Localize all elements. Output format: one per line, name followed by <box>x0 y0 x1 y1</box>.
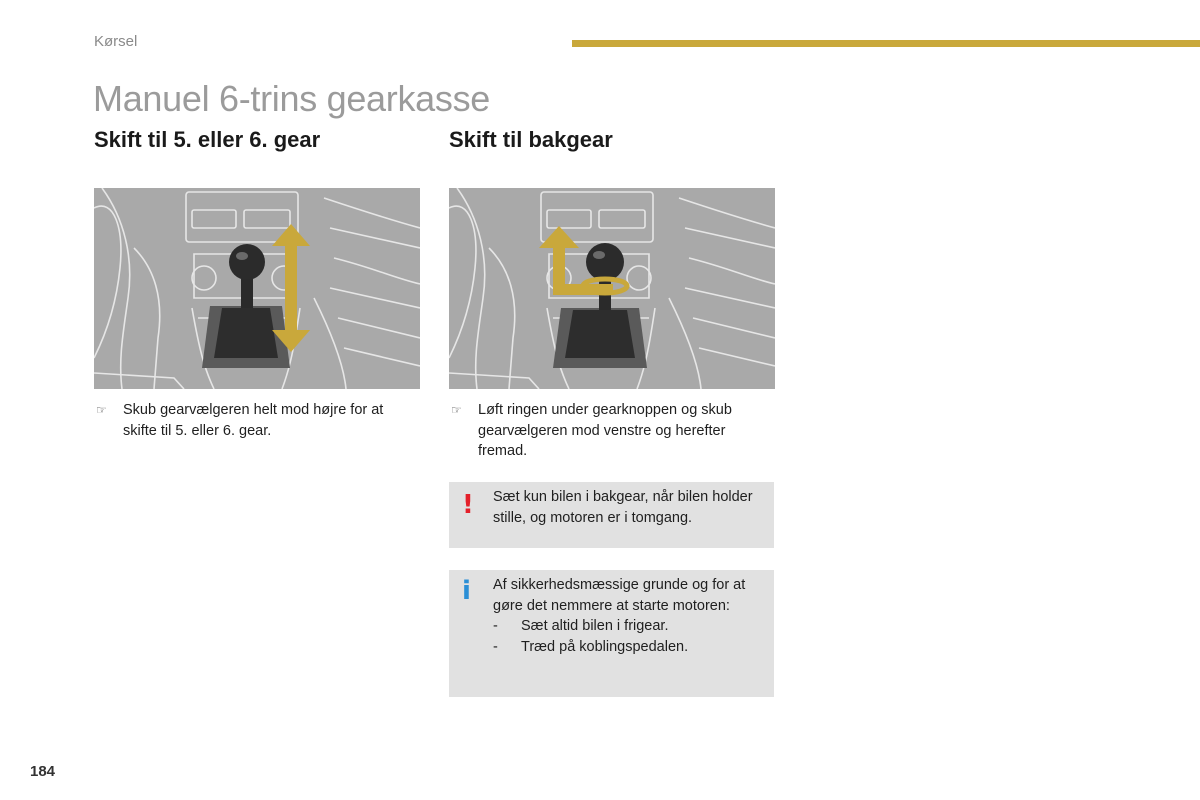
info-icon: i <box>462 576 471 606</box>
header-accent-bar <box>572 40 1200 47</box>
list-dash: - <box>493 638 498 655</box>
list-item <box>493 637 768 658</box>
info-box <box>449 570 774 697</box>
section-label: Kørsel <box>94 33 138 50</box>
info-text: Af sikkerhedsmæssige grunde og for at gøre det nemmere at starte motoren: <box>493 577 746 614</box>
list-item <box>493 616 768 637</box>
gear-lever-reverse-shift-illustration <box>449 188 775 389</box>
heading-reverse: Skift til bakgear <box>449 127 613 152</box>
gear-lever-right-shift-illustration <box>94 188 420 389</box>
step-text: Løft ringen under gearknoppen og skub gearvælgeren mod venstre og herefter fremad. <box>478 402 732 459</box>
page-number: 184 <box>30 763 56 780</box>
info-content <box>493 575 768 657</box>
step-reverse <box>451 400 773 462</box>
step-text: Skub gearvælgeren helt mod højre for at skifte til 5. eller 6. gear. <box>123 402 384 439</box>
warning-exclamation-icon: ! <box>462 490 474 520</box>
pointing-hand-icon: ☞ <box>96 403 107 417</box>
heading-shift-5-6: Skift til 5. eller 6. gear <box>94 127 321 152</box>
warning-text: Sæt kun bilen i bakgear, når bilen holder stille, og motoren er i tomgang. <box>493 489 753 526</box>
page-title: Manuel 6-trins gearkasse <box>93 78 490 119</box>
list-item-text: Træd på koblingspedalen. <box>521 638 689 655</box>
list-dash: - <box>493 618 498 634</box>
info-list <box>493 616 768 657</box>
pointing-hand-icon: ☞ <box>451 403 462 417</box>
list-item-text: Sæt altid bilen i frigear. <box>521 618 669 634</box>
step-shift-5-6 <box>96 400 416 441</box>
warning-box <box>449 482 774 548</box>
